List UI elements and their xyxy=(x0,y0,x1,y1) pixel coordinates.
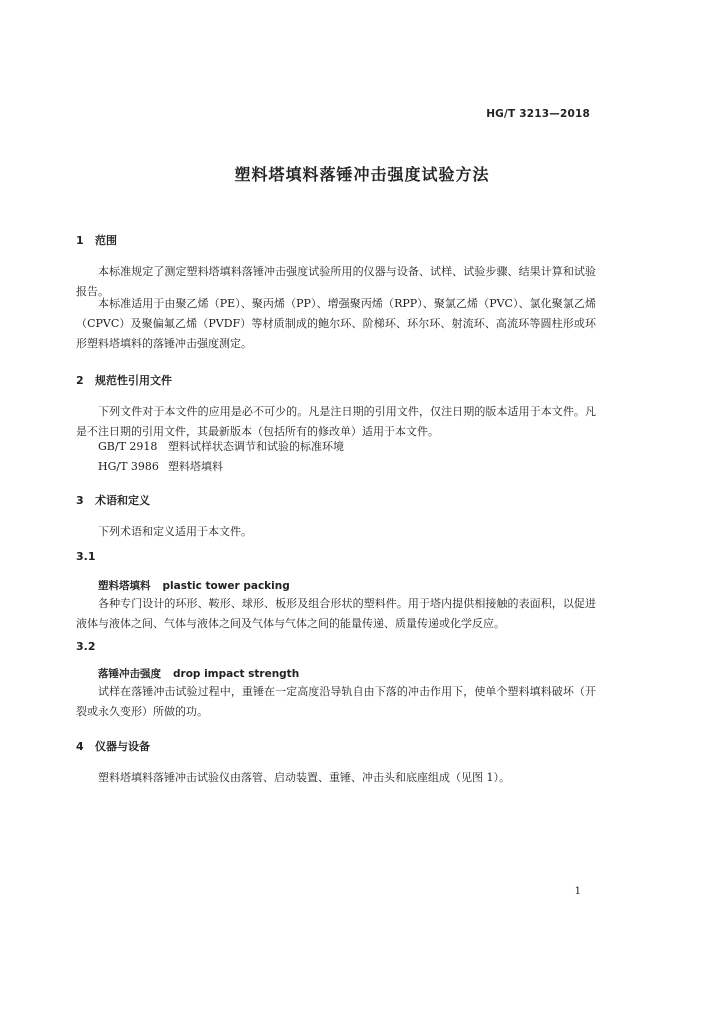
section-number: 3 xyxy=(76,494,84,507)
standard-code: HG/T 3213—2018 xyxy=(486,108,590,120)
reference-code: GB/T 2918 xyxy=(98,440,158,453)
term-definition: 各种专门设计的环形、鞍形、球形、板形及组合形状的塑料件。用于塔内提供相接触的表面积，以促进液体与液体之间、气体与液体之间及气体与气体之间的能量传递、质量传递或化学反应。 xyxy=(76,597,596,630)
term-entry xyxy=(98,578,290,593)
section-1-paragraph-2: 本标准适用于由聚乙烯（PE）、聚丙烯（PP）、增强聚丙烯（RPP）、聚氯乙烯（PVC）、氯化聚氯乙烯（CPVC）及聚偏氟乙烯（PVDF）等材质制成的鲍尔环、阶梯环、环尔环、射流环、高流环等圆柱形或环形塑料塔填料的落锤冲击强度测定。 xyxy=(76,297,596,350)
reference-code: HG/T 3986 xyxy=(98,460,159,473)
section-2-heading xyxy=(76,372,172,388)
section-1-heading xyxy=(76,232,117,248)
term-definition: 试样在落锤冲击试验过程中，重锤在一定高度沿导轨自由下落的冲击作用下，使单个塑料填料破坏（开裂或永久变形）所做的功。 xyxy=(76,685,596,718)
subsection-3-1-number: 3.1 xyxy=(76,550,96,563)
normative-reference xyxy=(98,438,344,454)
reference-title: 塑料塔填料 xyxy=(168,460,223,473)
term-english: drop impact strength xyxy=(173,668,300,680)
section-title: 仪器与设备 xyxy=(95,740,150,753)
section-number: 1 xyxy=(76,234,84,247)
document-title: 塑料塔填料落锤冲击强度试验方法 xyxy=(234,165,490,184)
term-chinese: 落锤冲击强度 xyxy=(98,668,161,680)
section-number: 4 xyxy=(76,740,84,753)
section-2-paragraph-1: 下列文件对于本文件的应用是必不可少的。凡是注日期的引用文件，仅注日期的版本适用于本文件。凡是不注日期的引用文件，其最新版本（包括所有的修改单）适用于本文件。 xyxy=(76,405,596,438)
section-4-paragraph-1: 塑料塔填料落锤冲击试验仪由落管、启动装置、重锤、冲击头和底座组成（见图 1）。 xyxy=(98,771,510,784)
section-number: 2 xyxy=(76,374,84,387)
page-number: 1 xyxy=(574,886,581,897)
section-3-heading xyxy=(76,492,150,508)
section-1-paragraph-1: 本标准规定了测定塑料塔填料落锤冲击强度试验所用的仪器与设备、试样、试验步骤、结果计算和试验报告。 xyxy=(76,265,596,298)
section-title: 术语和定义 xyxy=(95,494,150,507)
subsection-3-2-number: 3.2 xyxy=(76,640,96,653)
term-english: plastic tower packing xyxy=(162,580,290,592)
section-title: 规范性引用文件 xyxy=(95,374,172,387)
normative-reference xyxy=(98,458,223,474)
section-title: 范围 xyxy=(95,234,117,247)
term-entry xyxy=(98,666,299,681)
reference-title: 塑料试样状态调节和试验的标准环境 xyxy=(168,440,344,453)
term-chinese: 塑料塔填料 xyxy=(98,580,151,592)
section-4-heading xyxy=(76,738,150,754)
section-3-paragraph-1: 下列术语和定义适用于本文件。 xyxy=(98,525,252,538)
